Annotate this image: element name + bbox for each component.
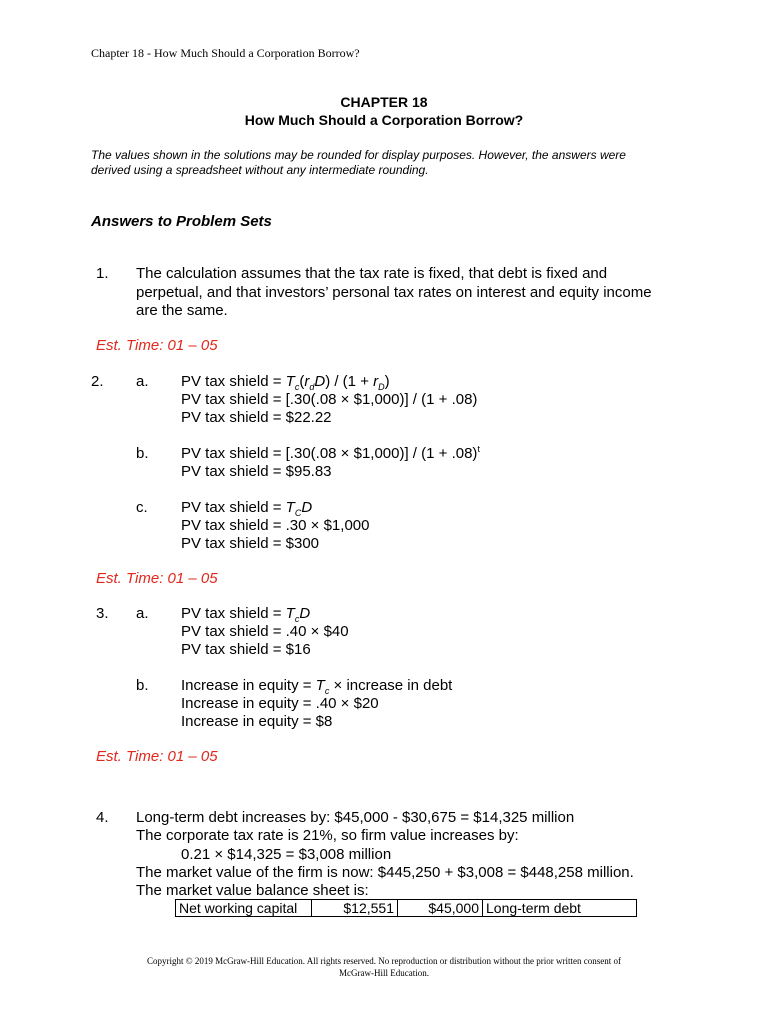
problem-4-line-3: 0.21 × $14,325 = $3,008 million (181, 846, 392, 863)
problem-3-number: 3. (96, 605, 109, 622)
problem-2c-line-1: PV tax shield = $T_CD$ (181, 499, 313, 518)
balance-sheet-cell-label-right: Long-term debt (486, 900, 581, 916)
balance-sheet-cell-value-left: $12,551 (312, 900, 398, 916)
problem-4-line-5: The market value balance sheet is: (136, 882, 369, 899)
problem-2b-line-1: PV tax shield = [.30(.08 × $1,000)] / $(1 + .08)^t$ (181, 444, 480, 462)
problem-2a-label: a. (136, 373, 149, 390)
problem-2c-line-2: PV tax shield = .30 × $1,000 (181, 517, 370, 534)
balance-sheet-cell-value-right: $45,000 (398, 900, 483, 916)
chapter-title: How Much Should a Corporation Borrow? (244, 112, 524, 128)
problem-2c-line-3: PV tax shield = $300 (181, 535, 320, 552)
problem-2b-label: b. (136, 445, 149, 462)
problem-1-number: 1. (96, 265, 109, 282)
est-time-2: Est. Time: 01 – 05 (96, 570, 218, 587)
balance-sheet-cell-label-left: Net working capital (176, 900, 312, 916)
problem-2a-line-3: PV tax shield = $22.22 (181, 409, 332, 426)
problem-3a-line-3: PV tax shield = $16 (181, 641, 311, 658)
problem-1-line-1: The calculation assumes that the tax rate is fixed, that debt is fixed and (136, 265, 608, 282)
problem-4-line-2: The corporate tax rate is 21%, so firm value increases by: (136, 827, 519, 844)
problem-3b-line-3: Increase in equity = $8 (181, 713, 333, 730)
problem-3b-line-2: Increase in equity = .40 × $20 (181, 695, 379, 712)
copyright-footer (100, 955, 668, 979)
problem-4-line-1: Long-term debt increases by: $45,000 - $30,675 = $14,325 million (136, 809, 575, 826)
problem-2-number: 2. (91, 373, 104, 390)
problem-1-line-2: perpetual, and that investors’ personal tax rates on interest and equity income (136, 284, 652, 301)
section-title: Answers to Problem Sets (91, 213, 272, 230)
rounding-note-line-1: The values shown in the solutions may be rounded for display purposes. However, the answers were (91, 148, 626, 162)
copyright-line-2: McGraw-Hill Education. (339, 968, 429, 978)
problem-4-line-4: The market value of the firm is now: $445,250 + $3,008 = $448,258 million. (136, 864, 634, 881)
running-header: Chapter 18 - How Much Should a Corporation Borrow? (91, 46, 360, 60)
problem-3b-label: b. (136, 677, 149, 694)
problem-2c-label: c. (136, 499, 148, 516)
problem-4-number: 4. (96, 809, 109, 826)
problem-2a-line-2: PV tax shield = [.30(.08 × $1,000)] / (1 + .08) (181, 391, 478, 408)
chapter-number: CHAPTER 18 (340, 94, 428, 110)
problem-2b-line-2: PV tax shield = $95.83 (181, 463, 332, 480)
problem-1-line-3: are the same. (136, 302, 228, 319)
problem-2a-line-1: PV tax shield = $T_c(r_dD) / (1 + r_D)$ (181, 373, 390, 392)
problem-3b-line-1: Increase in equity = $T_c$ × increase in debt (181, 677, 453, 696)
balance-sheet-table (175, 899, 637, 917)
problem-3a-line-2: PV tax shield = .40 × $40 (181, 623, 349, 640)
est-time-3: Est. Time: 01 – 05 (96, 748, 218, 765)
problem-3a-line-1: PV tax shield = $T_cD$ (181, 605, 311, 624)
rounding-note-line-2: derived using a spreadsheet without any intermediate rounding. (91, 163, 429, 177)
problem-3a-label: a. (136, 605, 149, 622)
est-time-1: Est. Time: 01 – 05 (96, 337, 218, 354)
copyright-line-1: Copyright © 2019 McGraw-Hill Education. All rights reserved. No reproduction or distribution without the prior written consent of (146, 956, 621, 966)
